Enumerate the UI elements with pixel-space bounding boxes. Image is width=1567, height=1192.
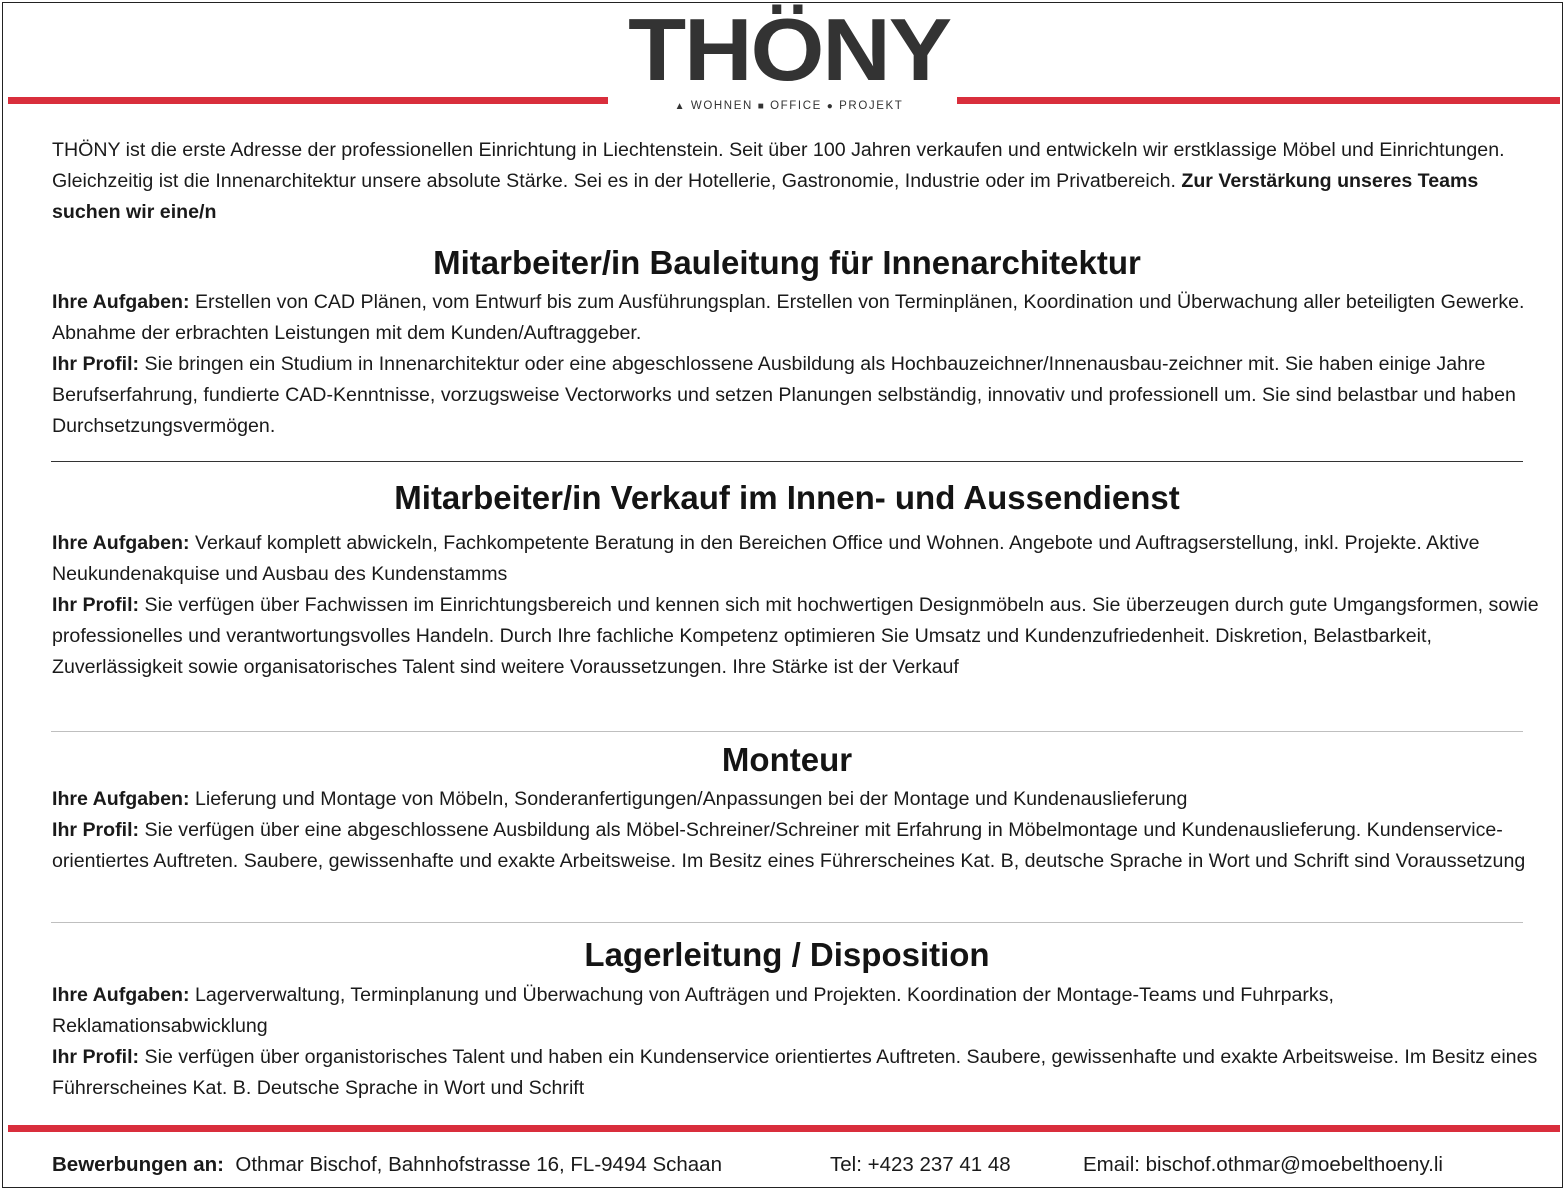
- footer-email[interactable]: Email: bischof.othmar@moebelthoeny.li: [1083, 1153, 1443, 1176]
- profile-label: Ihr Profil:: [52, 819, 140, 841]
- triangle-icon: ▲: [674, 101, 687, 112]
- tasks-label: Ihre Aufgaben:: [52, 291, 190, 313]
- job-body-verkauf: [52, 528, 1542, 683]
- job-profile: Sie verfügen über eine abgeschlossene Ausbildung als Möbel-Schreiner/Schreiner mit Erfahrung in Möbelmontage und Kundenauslieferung. Kundenservice-orientiertes Auftreten. Saubere, gewissenhafte und exakte Arbeitsweise. Im Besitz eines Führerscheines Kat. B, deutsche Sprache in Wort und Schrift sind Voraussetzung: [52, 819, 1526, 872]
- profile-label: Ihr Profil:: [52, 353, 140, 375]
- circle-icon: ●: [826, 101, 835, 112]
- tagline-projekt: PROJEKT: [839, 100, 904, 112]
- header-red-bar-left: [8, 97, 608, 104]
- intro-paragraph: [52, 135, 1542, 228]
- job-title-lagerleitung: Lagerleitung / Disposition: [584, 936, 990, 973]
- job-tasks: Erstellen von CAD Plänen, vom Entwurf bis zum Ausführungsplan. Erstellen von Terminplänen, Koordination und Überwachung aller beteiligten Gewerke. Abnahme der erbrachten Leistungen mit dem Kunden/Auftraggeber.: [52, 291, 1525, 344]
- footer-contact: Othmar Bischof, Bahnhofstrasse 16, FL-9494 Schaan: [235, 1153, 722, 1176]
- job-tasks: Lieferung und Montage von Möbeln, Sonderanfertigungen/Anpassungen bei der Montage und Kundenauslieferung: [194, 788, 1188, 810]
- tasks-label: Ihre Aufgaben:: [52, 984, 190, 1006]
- logo-tagline: [628, 100, 950, 112]
- section-divider: [51, 461, 1523, 462]
- job-tasks: Lagerverwaltung, Terminplanung und Überwachung von Aufträgen und Projekten. Koordination der Montage-Teams und Fuhrparks, Reklamationsabwicklung: [52, 984, 1334, 1037]
- square-icon: ■: [757, 101, 766, 112]
- job-tasks: Verkauf komplett abwickeln, Fachkompetente Beratung in den Bereichen Office und Wohnen. Angebote und Auftragserstellung, inkl. Projekte. Aktive Neukundenakquise und Ausbau des Kundenstamms: [52, 532, 1480, 585]
- job-body-monteur: [52, 784, 1542, 877]
- intro-emphasis: Zur Verstärkung unseres Teams suchen wir eine/n: [52, 170, 1479, 223]
- job-body-lagerleitung: [52, 980, 1542, 1104]
- header-red-bar-right: [957, 97, 1560, 104]
- intro-text: THÖNY ist die erste Adresse der professionellen Einrichtung in Liechtenstein. Seit über 100 Jahren verkaufen und entwickeln wir erstklassige Möbel und Einrichtungen. Gleichzeitig ist die Innenarchitektur unsere absolute Stärke. Sei es in der Hotellerie, Gastronomie, Industrie oder im Privatbereich.: [52, 139, 1505, 192]
- tasks-label: Ihre Aufgaben:: [52, 532, 190, 554]
- section-divider: [51, 922, 1523, 923]
- job-title-verkauf: Mitarbeiter/in Verkauf im Innen- und Aussendienst: [394, 479, 1180, 516]
- footer-phone[interactable]: Tel: +423 237 41 48: [830, 1153, 1011, 1176]
- tasks-label: Ihre Aufgaben:: [52, 788, 190, 810]
- profile-label: Ihr Profil:: [52, 594, 140, 616]
- job-body-bauleitung: [52, 287, 1542, 442]
- job-title-bauleitung: Mitarbeiter/in Bauleitung für Innenarchitektur: [433, 244, 1141, 281]
- job-profile: Sie verfügen über Fachwissen im Einrichtungsbereich und kennen sich mit hochwertigen Designmöbeln aus. Sie überzeugen durch gute Umgangsformen, sowie professionelles und verantwortungsvolles Handeln. Durch Ihre fachliche Kompetenz optimieren Sie Umsatz und Kundenzufriedenheit. Diskretion, Belastbarkeit, Zuverlässigkeit sowie organisatorisches Talent sind weitere Voraussetzungen. Ihre Stärke ist der Verkauf: [52, 594, 1539, 678]
- footer-red-bar: [8, 1125, 1560, 1132]
- tagline-wohnen: WOHNEN: [690, 100, 753, 112]
- tagline-office: OFFICE: [770, 100, 822, 112]
- section-divider: [51, 731, 1523, 732]
- footer-label: Bewerbungen an:: [52, 1153, 224, 1176]
- logo-wordmark: THÖNY: [628, 0, 950, 99]
- profile-label: Ihr Profil:: [52, 1046, 140, 1068]
- job-title-monteur: Monteur: [721, 741, 853, 778]
- job-profile: Sie verfügen über organistorisches Talent und haben ein Kundenservice orientiertes Auftreten. Saubere, gewissenhafte und exakte Arbeitsweise. Im Besitz eines Führerscheines Kat. B. Deutsche Sprache in Wort und Schrift: [52, 1046, 1538, 1099]
- job-profile: Sie bringen ein Studium in Innenarchitektur oder eine abgeschlossene Ausbildung als Hochbauzeichner/Innenausbau-zeichner mit. Sie haben einige Jahre Berufserfahrung, fundierte CAD-Kenntnisse, vorzugsweise Vectorworks und setzen Planungen selbständig, innovativ und professionell um. Sie sind belastbar und haben Durchsetzungsvermögen.: [52, 353, 1516, 437]
- application-footer: [52, 1150, 1542, 1180]
- thoeny-logo: [628, 0, 950, 118]
